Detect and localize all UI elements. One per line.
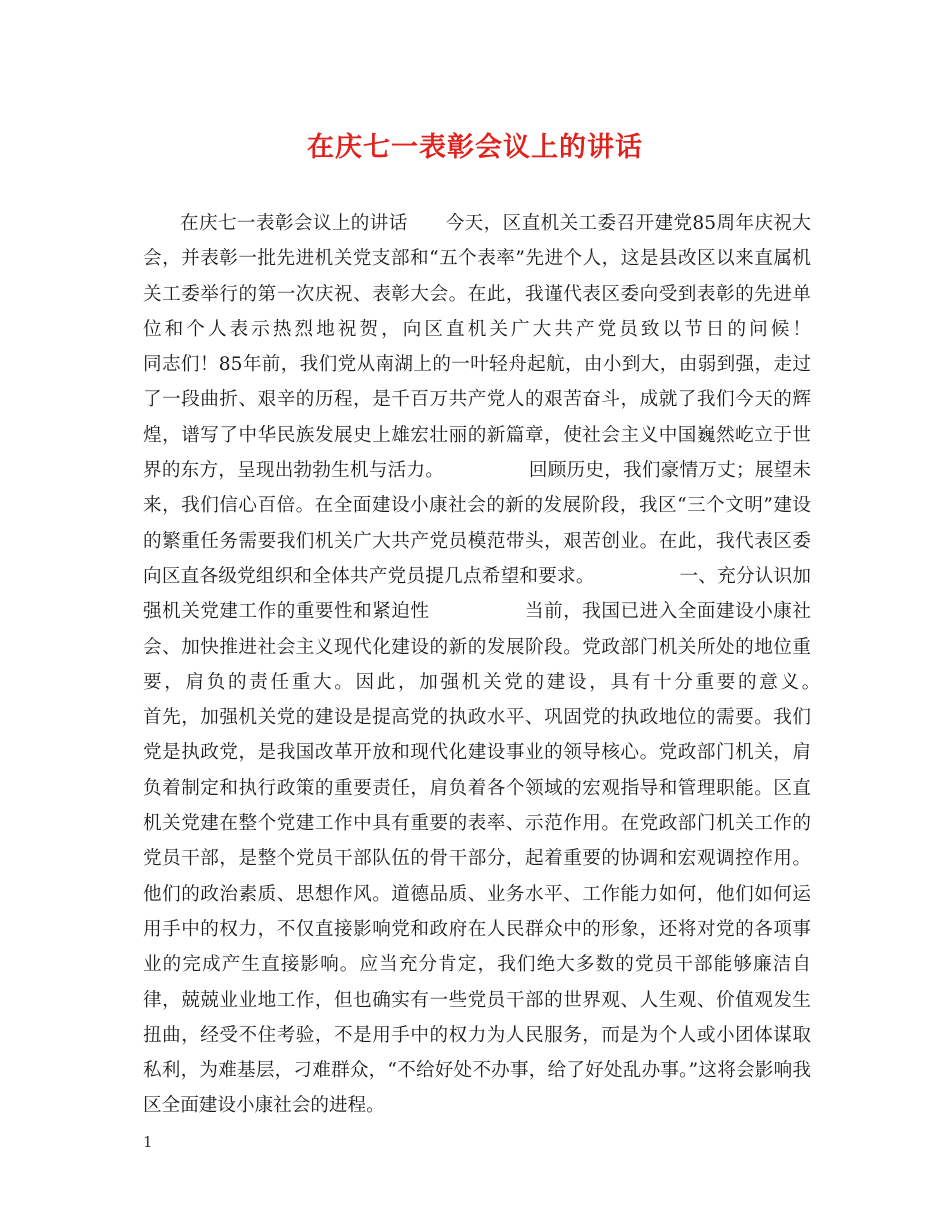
body-paragraph: 在庆七一表彰会议上的讲话 今天，区直机关工委召开建党85周年庆祝大会，并表彰一批先进机关党支部和“五个表率”先进个人，这是县改区以来直属机关工委举行的第一次庆祝、表彰大会。在此，我谨代表区委向受到表彰的先进单位和个人表示热烈地祝贺，向区直机关广大共产党员致以节日的问候！ 同志们！85年前，我们党从南湖上的一叶轻舟起航，由小到大，由弱到强，走过了一段曲折、艰辛的历程，是千百万共产党人的艰苦奋斗，成就了我们今天的辉煌，谱写了中华民族发展史上雄宏壮丽的新篇章，使社会主义中国巍然屹立于世界的东方，呈现出勃勃生机与活力。 回顾历史，我们豪情万丈；展望未来，我们信心百倍。在全面建设小康社会的新的发展阶段，我区“三个文明”建设的繁重任务需要我们机关广大共产党员模范带头，艰苦创业。在此，我代表区委向区直各级党组织和全体共产党员提几点希望和要求。 一、充分认识加强机关党建工作的重要性和紧迫性 当前，我国已进入全面建设小康社会、加快推进社会主义现代化建设的新的发展阶段。党政部门机关所处的地位重要，肩负的责任重大。因此，加强机关党的建设，具有十分重要的意义。 首先，加强机关党的建设是提高党的执政水平、巩固党的执政地位的需要。我们党是执政党，是我国改革开放和现代化建设事业的领导核心。党政部门机关，肩负着制定和执行政策的重要责任，肩负着各个领域的宏观指导和管理职能。区直机关党建在整个党建工作中具有重要的表率、示范作用。在党政部门机关工作的党员干部，是整个党员干部队伍的骨干部分，起着重要的协调和宏观调控作用。他们的政治素质、思想作风。道德品质、业务水平、工作能力如何，他们如何运用手中的权力，不仅直接影响党和政府在人民群众中的形象，还将对党的各项事业的完成产生直接影响。应当充分肯定，我们绝大多数的党员干部能够廉洁自律，兢兢业业地工作，但也确实有一些党员干部的世界观、人生观、价值观发生扭曲，经受不住考验，不是用手中的权力为人民服务，而是为个人或小团体谋取私利，为难基层，刁难群众，“不给好处不办事，给了好处乱办事。”这将会影响我区全面建设小康社会的进程。 (143, 213, 942, 1117)
page-number: 1 (143, 1133, 153, 1151)
document-title: 在庆七一表彰会议上的讲话 (307, 132, 643, 163)
